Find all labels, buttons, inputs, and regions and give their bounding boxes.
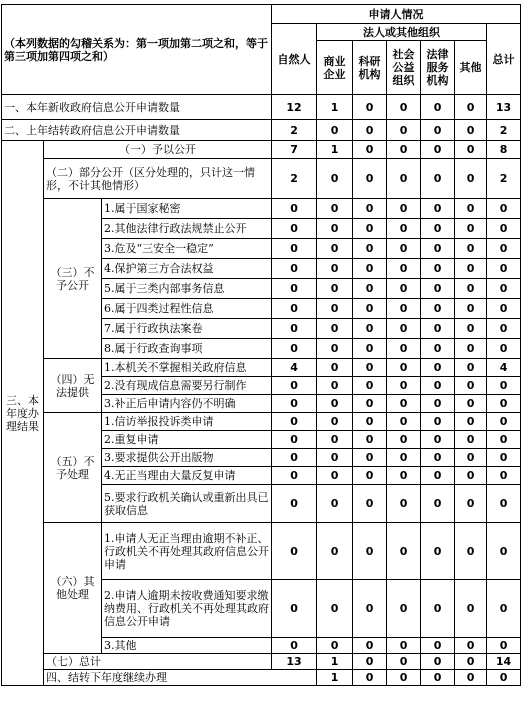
- value-cell: 0: [317, 449, 353, 467]
- row-label: 4.无正当理由大量反复申请: [102, 467, 272, 485]
- value-cell: 0: [272, 413, 317, 431]
- section-three-label: 三、本年度办理结果: [2, 141, 44, 686]
- value-cell: 0: [421, 141, 455, 159]
- row-label: 二、上年结转政府信息公开申请数量: [2, 120, 272, 141]
- value-cell: 0: [487, 467, 521, 485]
- value-cell: 0: [421, 467, 455, 485]
- group-label-other-processing: （六）其他处理: [44, 523, 102, 654]
- value-cell: 2: [487, 120, 521, 141]
- value-cell: 0: [455, 95, 487, 120]
- value-cell: 0: [387, 299, 421, 319]
- value-cell: 0: [487, 299, 521, 319]
- value-cell: 0: [387, 159, 421, 199]
- header-note: （本列数据的勾稽关系为：第一项加第二项之和，等于第三项加第四项之和）: [2, 5, 272, 95]
- col-header-research: 科研机构: [353, 41, 387, 95]
- value-cell: 0: [421, 299, 455, 319]
- value-cell: 0: [387, 377, 421, 395]
- value-cell: 0: [317, 199, 353, 219]
- value-cell: 0: [317, 279, 353, 299]
- value-cell: 0: [455, 413, 487, 431]
- group-label-unable-to-provide: （四）无法提供: [44, 359, 102, 413]
- row-label: （二）部分公开（区分处理的，只计这一情形，不计其他情形）: [44, 159, 272, 199]
- value-cell: 0: [455, 239, 487, 259]
- value-cell: 0: [387, 120, 421, 141]
- value-cell: 0: [487, 670, 521, 686]
- row-label: 一、本年新收政府信息公开申请数量: [2, 95, 272, 120]
- value-cell: 0: [317, 120, 353, 141]
- value-cell: 0: [317, 359, 353, 377]
- value-cell: 0: [455, 523, 487, 580]
- value-cell: 0: [455, 670, 487, 686]
- value-cell: 0: [387, 413, 421, 431]
- value-cell: 1: [317, 670, 353, 686]
- value-cell: 0: [421, 485, 455, 523]
- value-cell: 0: [421, 239, 455, 259]
- value-cell: 1: [317, 654, 353, 670]
- value-cell: 0: [487, 523, 521, 580]
- value-cell: 0: [455, 219, 487, 239]
- value-cell: 2: [272, 159, 317, 199]
- value-cell: 0: [317, 259, 353, 279]
- value-cell: 0: [387, 95, 421, 120]
- value-cell: 0: [387, 259, 421, 279]
- value-cell: 13: [487, 95, 521, 120]
- value-cell: 0: [455, 449, 487, 467]
- value-cell: 0: [455, 654, 487, 670]
- value-cell: 0: [272, 259, 317, 279]
- row-label: 2.重复申请: [102, 431, 272, 449]
- value-cell: 0: [272, 523, 317, 580]
- value-cell: 0: [487, 319, 521, 339]
- col-header-total: 总计: [487, 24, 521, 95]
- value-cell: 0: [455, 638, 487, 654]
- value-cell: 0: [487, 279, 521, 299]
- value-cell: 0: [353, 431, 387, 449]
- value-cell: 0: [421, 319, 455, 339]
- value-cell: 0: [487, 413, 521, 431]
- value-cell: 2: [487, 159, 521, 199]
- value-cell: 0: [353, 141, 387, 159]
- value-cell: 0: [487, 395, 521, 413]
- value-cell: 0: [455, 377, 487, 395]
- value-cell: 0: [487, 377, 521, 395]
- value-cell: 4: [272, 359, 317, 377]
- value-cell: 2: [272, 120, 317, 141]
- value-cell: 0: [487, 199, 521, 219]
- col-header-natural-person: 自然人: [272, 24, 317, 95]
- value-cell: 0: [487, 219, 521, 239]
- value-cell: 0: [455, 299, 487, 319]
- value-cell: 0: [455, 395, 487, 413]
- row-label: （一）予以公开: [44, 141, 272, 159]
- value-cell: 0: [487, 239, 521, 259]
- value-cell: 0: [487, 339, 521, 359]
- value-cell: 0: [421, 413, 455, 431]
- row-label: 3.危及“三安全一稳定”: [102, 239, 272, 259]
- value-cell: 4: [487, 359, 521, 377]
- row-label: 6.属于四类过程性信息: [102, 299, 272, 319]
- value-cell: 0: [272, 377, 317, 395]
- col-header-other: 其他: [455, 41, 487, 95]
- value-cell: 0: [455, 359, 487, 377]
- col-header-commercial: 商业企业: [317, 41, 353, 95]
- value-cell: 0: [455, 319, 487, 339]
- group-label-not-processed: （五）不予处理: [44, 413, 102, 523]
- row-label: 4.保护第三方合法权益: [102, 259, 272, 279]
- row-label: 8.属于行政查询事项: [102, 339, 272, 359]
- row-label: 2.其他法律行政法规禁止公开: [102, 219, 272, 239]
- value-cell: 0: [353, 654, 387, 670]
- value-cell: 0: [353, 259, 387, 279]
- value-cell: 0: [353, 377, 387, 395]
- row-label: 5.要求行政机关确认或重新出具已获取信息: [102, 485, 272, 523]
- value-cell: 0: [387, 654, 421, 670]
- value-cell: 0: [317, 638, 353, 654]
- value-cell: 0: [272, 485, 317, 523]
- col-header-legal-service: 法律服务机构: [421, 41, 455, 95]
- value-cell: 0: [353, 523, 387, 580]
- value-cell: 0: [421, 395, 455, 413]
- value-cell: 13: [272, 654, 317, 670]
- value-cell: 0: [387, 580, 421, 638]
- value-cell: 0: [387, 199, 421, 219]
- value-cell: 0: [353, 279, 387, 299]
- value-cell: 0: [387, 431, 421, 449]
- value-cell: 0: [455, 431, 487, 449]
- value-cell: 0: [272, 319, 317, 339]
- value-cell: 0: [421, 279, 455, 299]
- value-cell: 0: [421, 638, 455, 654]
- value-cell: 0: [421, 670, 455, 686]
- value-cell: 0: [455, 259, 487, 279]
- value-cell: 0: [317, 377, 353, 395]
- value-cell: 0: [487, 638, 521, 654]
- value-cell: 0: [272, 219, 317, 239]
- value-cell: 0: [455, 339, 487, 359]
- value-cell: 0: [353, 239, 387, 259]
- row-label: 5.属于三类内部事务信息: [102, 279, 272, 299]
- value-cell: 0: [421, 259, 455, 279]
- value-cell: 0: [455, 485, 487, 523]
- value-cell: 0: [353, 219, 387, 239]
- value-cell: 0: [421, 359, 455, 377]
- value-cell: 0: [317, 580, 353, 638]
- row-label: 3.其他: [102, 638, 272, 654]
- value-cell: 0: [353, 339, 387, 359]
- value-cell: 0: [317, 467, 353, 485]
- value-cell: 0: [272, 299, 317, 319]
- value-cell: 0: [421, 654, 455, 670]
- value-cell: 0: [487, 259, 521, 279]
- value-cell: 1: [317, 95, 353, 120]
- value-cell: 0: [487, 485, 521, 523]
- value-cell: 0: [353, 199, 387, 219]
- value-cell: 0: [455, 120, 487, 141]
- value-cell: 0: [272, 580, 317, 638]
- header-legal-entity-group: 法人或其他组织: [317, 24, 487, 41]
- value-cell: 0: [272, 239, 317, 259]
- row-label: 7.属于行政执法案卷: [102, 319, 272, 339]
- value-cell: 0: [272, 638, 317, 654]
- value-cell: 0: [387, 485, 421, 523]
- value-cell: 1: [317, 141, 353, 159]
- value-cell: 0: [421, 219, 455, 239]
- value-cell: 0: [317, 485, 353, 523]
- value-cell: 0: [353, 413, 387, 431]
- value-cell: 0: [421, 199, 455, 219]
- value-cell: 8: [487, 141, 521, 159]
- value-cell: 0: [421, 431, 455, 449]
- value-cell: 0: [387, 523, 421, 580]
- value-cell: 0: [421, 120, 455, 141]
- value-cell: 0: [455, 279, 487, 299]
- header-applicant-group: 申请人情况: [272, 5, 521, 24]
- value-cell: 0: [421, 95, 455, 120]
- value-cell: 0: [353, 319, 387, 339]
- value-cell: 14: [487, 654, 521, 670]
- value-cell: 0: [455, 467, 487, 485]
- value-cell: 0: [353, 449, 387, 467]
- value-cell: 0: [421, 159, 455, 199]
- value-cell: 0: [353, 467, 387, 485]
- value-cell: 0: [387, 449, 421, 467]
- value-cell: 0: [317, 431, 353, 449]
- value-cell: 0: [421, 449, 455, 467]
- value-cell: 0: [387, 141, 421, 159]
- value-cell: 0: [421, 377, 455, 395]
- group-label-not-disclosed: （三）不予公开: [44, 199, 102, 359]
- value-cell: 0: [353, 670, 387, 686]
- value-cell: 0: [317, 239, 353, 259]
- value-cell: 0: [387, 239, 421, 259]
- row-label: 3.要求提供公开出版物: [102, 449, 272, 467]
- value-cell: 0: [317, 395, 353, 413]
- value-cell: 0: [317, 523, 353, 580]
- value-cell: 0: [387, 319, 421, 339]
- value-cell: 0: [317, 413, 353, 431]
- col-header-public-welfare: 社会公益组织: [387, 41, 421, 95]
- value-cell: 0: [272, 279, 317, 299]
- row-label: 1.申请人无正当理由逾期不补正、行政机关不再处理其政府信息公开申请: [102, 523, 272, 580]
- row-label: 1.本机关不掌握相关政府信息: [102, 359, 272, 377]
- value-cell: 0: [272, 199, 317, 219]
- value-cell: 0: [353, 95, 387, 120]
- disclosure-statistics-table: [1, 4, 521, 686]
- value-cell: 0: [487, 449, 521, 467]
- value-cell: 0: [387, 279, 421, 299]
- value-cell: 0: [387, 219, 421, 239]
- value-cell: 0: [317, 219, 353, 239]
- value-cell: 0: [317, 159, 353, 199]
- value-cell: 0: [421, 339, 455, 359]
- value-cell: 0: [317, 319, 353, 339]
- value-cell: 0: [387, 638, 421, 654]
- value-cell: 0: [487, 580, 521, 638]
- value-cell: 0: [353, 299, 387, 319]
- row-label: 2.没有现成信息需要另行制作: [102, 377, 272, 395]
- row-label: 1.属于国家秘密: [102, 199, 272, 219]
- value-cell: 0: [455, 141, 487, 159]
- value-cell: 0: [272, 339, 317, 359]
- value-cell: 0: [387, 670, 421, 686]
- value-cell: 0: [353, 120, 387, 141]
- value-cell: 0: [353, 638, 387, 654]
- value-cell: 0: [455, 159, 487, 199]
- value-cell: 0: [353, 159, 387, 199]
- row-label: （七）总计: [44, 654, 272, 670]
- value-cell: 0: [421, 523, 455, 580]
- value-cell: 0: [317, 299, 353, 319]
- value-cell: 0: [387, 359, 421, 377]
- value-cell: 0: [387, 467, 421, 485]
- value-cell: 0: [272, 395, 317, 413]
- value-cell: 0: [455, 580, 487, 638]
- value-cell: 0: [353, 359, 387, 377]
- value-cell: 0: [353, 580, 387, 638]
- value-cell: 12: [272, 95, 317, 120]
- row-label: 3.补正后申请内容仍不明确: [102, 395, 272, 413]
- value-cell: 0: [387, 395, 421, 413]
- value-cell: 0: [487, 431, 521, 449]
- row-label: 1.信访举报投诉类申请: [102, 413, 272, 431]
- row-label: 2.申请人逾期未按收费通知要求缴纳费用、行政机关不再处理其政府信息公开申请: [102, 580, 272, 638]
- value-cell: 0: [272, 431, 317, 449]
- value-cell: 0: [387, 339, 421, 359]
- row-label: 四、结转下年度继续办理: [44, 670, 317, 686]
- value-cell: 0: [421, 580, 455, 638]
- value-cell: 0: [455, 199, 487, 219]
- value-cell: 0: [272, 449, 317, 467]
- value-cell: 0: [353, 395, 387, 413]
- value-cell: 0: [272, 467, 317, 485]
- value-cell: 0: [353, 485, 387, 523]
- value-cell: 0: [317, 339, 353, 359]
- value-cell: 7: [272, 141, 317, 159]
